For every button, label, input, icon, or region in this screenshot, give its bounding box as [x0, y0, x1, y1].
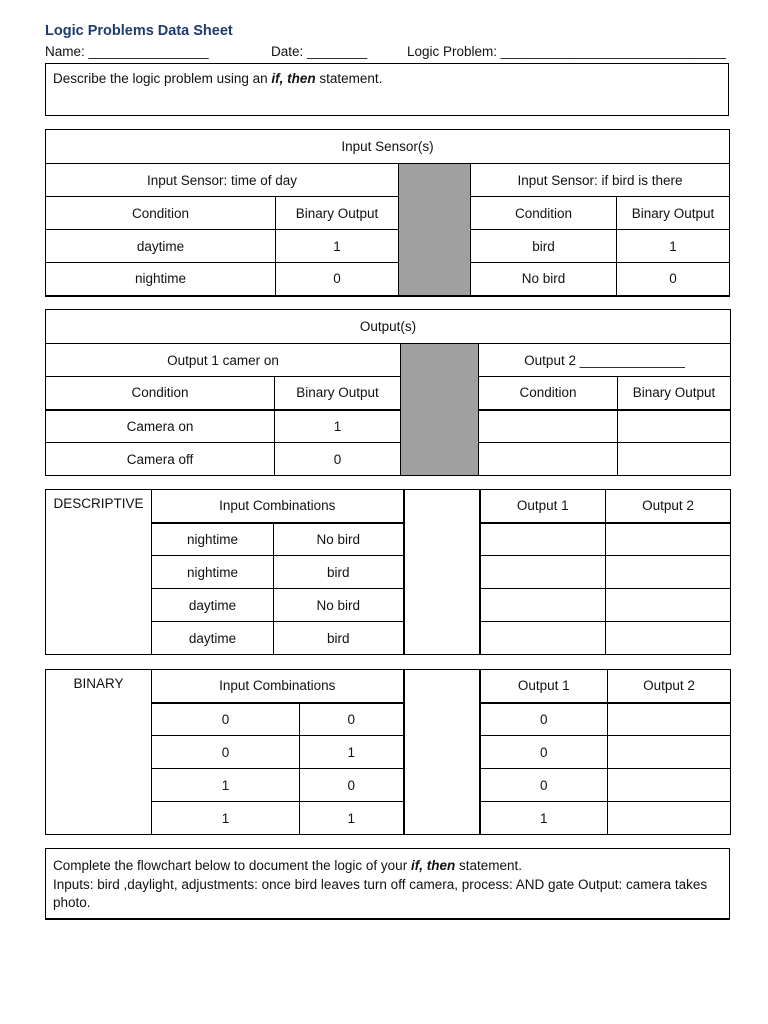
- table-cell: nightime: [152, 556, 274, 589]
- table-cell: 1: [617, 230, 730, 263]
- table-cell: [479, 410, 618, 443]
- input-sensors-table: [45, 129, 730, 297]
- describe-text-before: Describe the logic problem using an: [53, 71, 272, 86]
- flowchart-instruction: [53, 857, 722, 876]
- table-cell: [480, 622, 606, 655]
- describe-emphasis: if, then: [271, 71, 316, 86]
- table-cell: [606, 556, 731, 589]
- table-cell: 1: [275, 410, 401, 443]
- table-cell: 1: [300, 802, 404, 835]
- input-sensors-title: Input Sensor(s): [46, 130, 730, 164]
- table-cell: 0: [300, 769, 404, 802]
- output2-condition-header: Condition: [479, 377, 618, 410]
- table-cell: 0: [480, 769, 608, 802]
- output2-label: Output 2 ______________: [479, 344, 731, 377]
- binary-table: [45, 669, 731, 835]
- name-field-label: Name: ________________: [45, 44, 209, 59]
- flowchart-emphasis: if, then: [410, 858, 456, 873]
- describe-box: [45, 63, 729, 116]
- table-cell: 0: [617, 263, 730, 296]
- output1-output-header: Binary Output: [275, 377, 401, 410]
- separator-cell: [404, 490, 480, 655]
- table-cell: [480, 523, 606, 556]
- descriptive-output1-header: Output 1: [480, 490, 606, 523]
- output1-condition-header: Condition: [46, 377, 275, 410]
- table-cell: 1: [152, 802, 300, 835]
- flowchart-details: Inputs: bird ,daylight, adjustments: once bird leaves turn off camera, process: AND gate Output: camera takes photo.: [53, 876, 708, 910]
- table-cell: daytime: [152, 589, 274, 622]
- binary-output2-header: Output 2: [608, 670, 731, 703]
- separator-cell: [401, 344, 479, 476]
- sensor1-output-header: Binary Output: [276, 197, 399, 230]
- table-cell: 1: [152, 769, 300, 802]
- table-cell: No bird: [274, 523, 404, 556]
- table-cell: 0: [152, 736, 300, 769]
- sensor1-condition-header: Condition: [46, 197, 276, 230]
- logic-problem-field-label: Logic Problem: ______________________________: [407, 44, 727, 59]
- table-cell: [606, 523, 731, 556]
- table-cell: [608, 736, 731, 769]
- table-cell: [606, 589, 731, 622]
- table-cell: No bird: [274, 589, 404, 622]
- table-cell: nightime: [152, 523, 274, 556]
- binary-label: BINARY: [46, 670, 152, 835]
- table-cell: [480, 556, 606, 589]
- table-cell: No bird: [471, 263, 617, 296]
- separator-cell: [404, 670, 480, 835]
- sensor2-label: Input Sensor: if bird is there: [471, 164, 730, 197]
- separator-cell: [399, 164, 471, 296]
- outputs-title: Output(s): [46, 310, 731, 344]
- output2-output-header: Binary Output: [618, 377, 731, 410]
- descriptive-label: DESCRIPTIVE: [46, 490, 152, 655]
- table-cell: 0: [276, 263, 399, 296]
- table-cell: 0: [480, 736, 608, 769]
- sensor1-label: Input Sensor: time of day: [46, 164, 399, 197]
- table-cell: [479, 443, 618, 476]
- table-cell: [608, 703, 731, 736]
- table-cell: [608, 769, 731, 802]
- table-cell: [606, 622, 731, 655]
- binary-output1-header: Output 1: [480, 670, 608, 703]
- descriptive-input-header: Input Combinations: [152, 490, 404, 523]
- table-cell: Camera on: [46, 410, 275, 443]
- table-cell: [618, 443, 731, 476]
- table-cell: Camera off: [46, 443, 275, 476]
- table-cell: bird: [274, 622, 404, 655]
- descriptive-table: [45, 489, 731, 655]
- table-cell: [608, 802, 731, 835]
- table-cell: nightime: [46, 263, 276, 296]
- table-cell: 0: [275, 443, 401, 476]
- descriptive-output2-header: Output 2: [606, 490, 731, 523]
- outputs-table: [45, 309, 731, 476]
- table-cell: 0: [480, 703, 608, 736]
- table-cell: [480, 589, 606, 622]
- table-cell: daytime: [152, 622, 274, 655]
- flowchart-text-before: Complete the flowchart below to document the logic of your: [53, 858, 411, 873]
- sensor2-output-header: Binary Output: [617, 197, 730, 230]
- table-cell: bird: [471, 230, 617, 263]
- table-cell: daytime: [46, 230, 276, 263]
- flowchart-box: [45, 848, 730, 920]
- sheet-title: Logic Problems Data Sheet: [45, 23, 233, 39]
- binary-input-header: Input Combinations: [152, 670, 404, 703]
- table-cell: 1: [300, 736, 404, 769]
- flowchart-text-after: statement.: [455, 858, 522, 873]
- table-cell: [618, 410, 731, 443]
- table-cell: 0: [152, 703, 300, 736]
- table-cell: 1: [276, 230, 399, 263]
- table-cell: 1: [480, 802, 608, 835]
- table-cell: 0: [300, 703, 404, 736]
- describe-text-after: statement.: [315, 71, 383, 86]
- date-field-label: Date: ________: [271, 44, 368, 59]
- sensor2-condition-header: Condition: [471, 197, 617, 230]
- table-cell: bird: [274, 556, 404, 589]
- output1-label: Output 1 camer on: [46, 344, 401, 377]
